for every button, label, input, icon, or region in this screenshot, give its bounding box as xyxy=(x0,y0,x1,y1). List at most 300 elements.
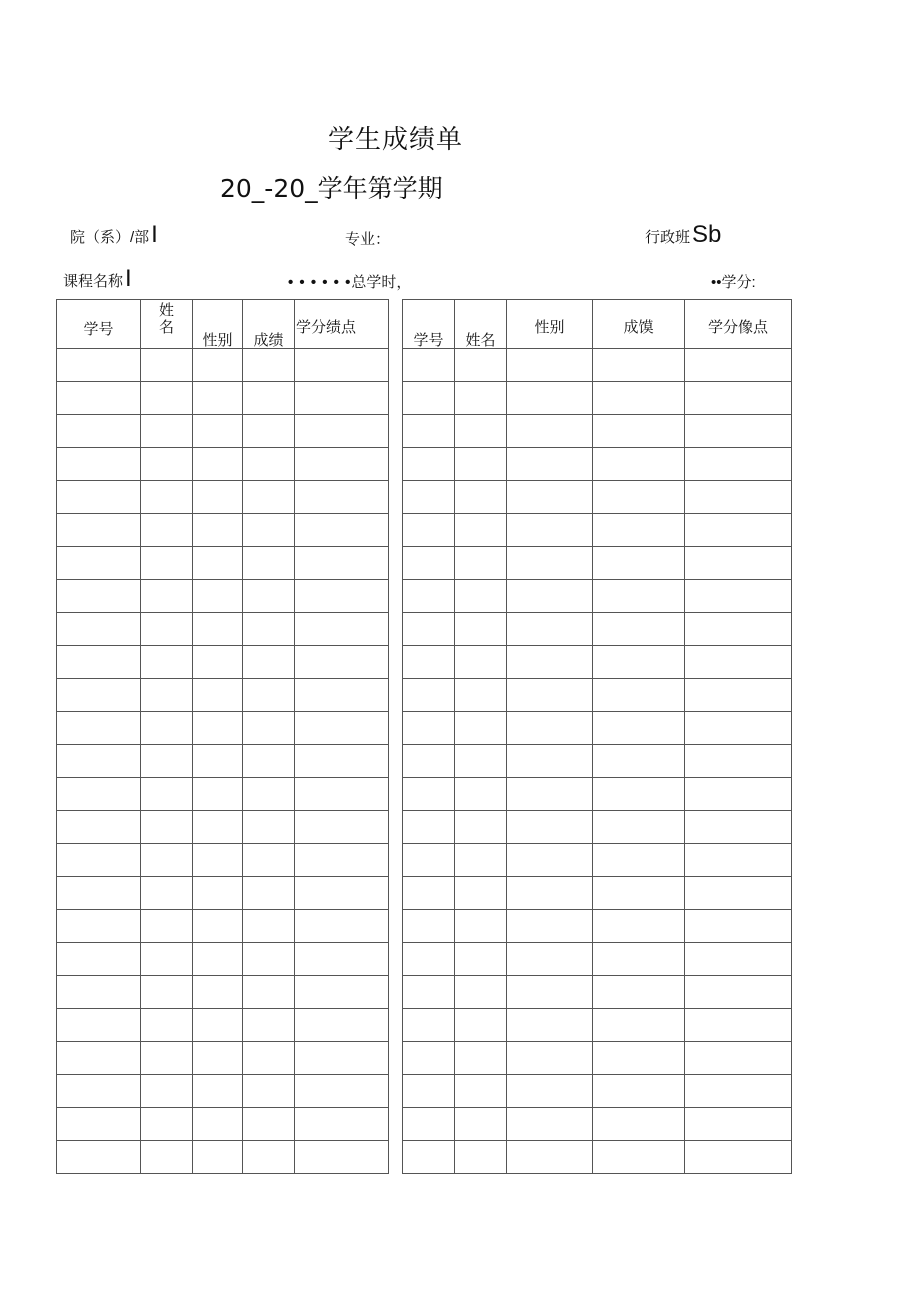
table-cell[interactable] xyxy=(243,976,295,1009)
table-cell[interactable] xyxy=(57,976,141,1009)
table-cell[interactable] xyxy=(593,712,685,745)
table-cell[interactable] xyxy=(141,349,193,382)
table-cell[interactable] xyxy=(193,1009,243,1042)
table-cell[interactable] xyxy=(403,1042,455,1075)
table-cell[interactable] xyxy=(243,1009,295,1042)
table-cell[interactable] xyxy=(685,1075,792,1108)
table-cell[interactable] xyxy=(57,415,141,448)
table-cell[interactable] xyxy=(141,580,193,613)
table-cell[interactable] xyxy=(243,580,295,613)
table-cell[interactable] xyxy=(57,811,141,844)
table-row xyxy=(57,943,389,976)
table-cell[interactable] xyxy=(403,448,455,481)
table-cell[interactable] xyxy=(507,448,593,481)
table-cell[interactable] xyxy=(243,811,295,844)
table-cell[interactable] xyxy=(507,1042,593,1075)
header-gender: 性别 xyxy=(507,300,593,349)
table-cell[interactable] xyxy=(403,547,455,580)
table-row xyxy=(57,448,389,481)
table-cell[interactable] xyxy=(455,811,507,844)
table-cell[interactable] xyxy=(593,580,685,613)
table-cell[interactable] xyxy=(507,745,593,778)
table-cell[interactable] xyxy=(685,514,792,547)
table-cell[interactable] xyxy=(685,613,792,646)
table-cell[interactable] xyxy=(593,976,685,1009)
table-cell[interactable] xyxy=(685,811,792,844)
table-cell[interactable] xyxy=(193,382,243,415)
table-cell[interactable] xyxy=(193,712,243,745)
table-row xyxy=(57,481,389,514)
table-cell[interactable] xyxy=(57,877,141,910)
header-gpa: 学分绩点 xyxy=(295,300,389,349)
table-cell[interactable] xyxy=(685,745,792,778)
table-row xyxy=(403,580,792,613)
table-cell[interactable] xyxy=(593,745,685,778)
table-cell[interactable] xyxy=(403,1075,455,1108)
table-cell[interactable] xyxy=(507,547,593,580)
table-cell[interactable] xyxy=(243,910,295,943)
table-cell[interactable] xyxy=(593,1075,685,1108)
table-cell[interactable] xyxy=(455,547,507,580)
table-row xyxy=(57,382,389,415)
table-cell[interactable] xyxy=(141,712,193,745)
table-cell[interactable] xyxy=(685,382,792,415)
table-cell[interactable] xyxy=(243,745,295,778)
table-cell[interactable] xyxy=(57,481,141,514)
table-cell[interactable] xyxy=(193,679,243,712)
table-cell[interactable] xyxy=(57,1042,141,1075)
table-cell[interactable] xyxy=(403,382,455,415)
table-cell[interactable] xyxy=(243,613,295,646)
header-score: 成馍 xyxy=(593,300,685,349)
table-row xyxy=(57,844,389,877)
table-cell[interactable] xyxy=(141,943,193,976)
table-cell[interactable] xyxy=(403,646,455,679)
table-cell[interactable] xyxy=(685,976,792,1009)
table-cell[interactable] xyxy=(403,976,455,1009)
table-cell[interactable] xyxy=(57,943,141,976)
table-cell[interactable] xyxy=(403,712,455,745)
left-grade-table xyxy=(56,299,389,1174)
table-cell[interactable] xyxy=(507,943,593,976)
table-cell[interactable] xyxy=(507,646,593,679)
table-cell[interactable] xyxy=(141,679,193,712)
table-cell[interactable] xyxy=(507,514,593,547)
table-cell[interactable] xyxy=(455,1141,507,1174)
table-cell[interactable] xyxy=(685,547,792,580)
table-cell[interactable] xyxy=(295,811,389,844)
table-cell[interactable] xyxy=(295,415,389,448)
table-cell[interactable] xyxy=(243,1141,295,1174)
table-cell[interactable] xyxy=(193,745,243,778)
table-cell[interactable] xyxy=(57,778,141,811)
table-cell[interactable] xyxy=(455,1108,507,1141)
table-cell[interactable] xyxy=(141,481,193,514)
table-cell[interactable] xyxy=(455,877,507,910)
table-cell[interactable] xyxy=(243,481,295,514)
table-cell[interactable] xyxy=(455,679,507,712)
table-cell[interactable] xyxy=(593,514,685,547)
table-cell[interactable] xyxy=(243,448,295,481)
table-row xyxy=(57,580,389,613)
table-cell[interactable] xyxy=(57,514,141,547)
table-row xyxy=(403,679,792,712)
table-cell[interactable] xyxy=(593,943,685,976)
table-row xyxy=(57,976,389,1009)
table-cell[interactable] xyxy=(507,1075,593,1108)
header-name-text: 姓 名 xyxy=(158,302,174,336)
table-cell[interactable] xyxy=(141,382,193,415)
table-cell[interactable] xyxy=(455,481,507,514)
table-row xyxy=(403,778,792,811)
table-row xyxy=(57,1042,389,1075)
table-cell[interactable] xyxy=(403,943,455,976)
table-cell[interactable] xyxy=(403,580,455,613)
table-cell[interactable] xyxy=(455,712,507,745)
table-cell[interactable] xyxy=(403,1108,455,1141)
table-cell[interactable] xyxy=(593,415,685,448)
table-cell[interactable] xyxy=(593,910,685,943)
table-cell[interactable] xyxy=(193,646,243,679)
table-cell[interactable] xyxy=(593,613,685,646)
table-cell[interactable] xyxy=(455,349,507,382)
table-cell[interactable] xyxy=(57,910,141,943)
table-cell[interactable] xyxy=(57,844,141,877)
table-cell[interactable] xyxy=(295,514,389,547)
hours-label: 总学时， xyxy=(351,274,412,291)
table-cell[interactable] xyxy=(403,1141,455,1174)
table-cell[interactable] xyxy=(403,910,455,943)
table-row xyxy=(403,910,792,943)
table-cell[interactable] xyxy=(455,646,507,679)
table-row xyxy=(403,1141,792,1174)
table-cell[interactable] xyxy=(685,448,792,481)
table-row xyxy=(403,514,792,547)
table-cell[interactable] xyxy=(685,1141,792,1174)
table-cell[interactable] xyxy=(295,745,389,778)
table-row xyxy=(403,382,792,415)
table-cell[interactable] xyxy=(193,448,243,481)
table-cell[interactable] xyxy=(243,646,295,679)
table-cell[interactable] xyxy=(403,844,455,877)
table-cell[interactable] xyxy=(243,679,295,712)
table-cell[interactable] xyxy=(507,910,593,943)
table-cell[interactable] xyxy=(685,910,792,943)
right-grade-table xyxy=(402,299,792,1174)
table-cell[interactable] xyxy=(685,679,792,712)
table-cell[interactable] xyxy=(593,481,685,514)
table-cell[interactable] xyxy=(685,580,792,613)
table-row xyxy=(403,1108,792,1141)
table-cell[interactable] xyxy=(57,547,141,580)
table-cell[interactable] xyxy=(593,547,685,580)
table-cell[interactable] xyxy=(141,976,193,1009)
table-cell[interactable] xyxy=(403,514,455,547)
table-row xyxy=(57,910,389,943)
table-cell[interactable] xyxy=(507,349,593,382)
table-cell[interactable] xyxy=(685,1009,792,1042)
table-cell[interactable] xyxy=(685,943,792,976)
dots: • • • • • • xyxy=(288,274,352,291)
table-cell[interactable] xyxy=(243,1042,295,1075)
table-cell[interactable] xyxy=(507,1108,593,1141)
table-cell[interactable] xyxy=(57,1141,141,1174)
table-cell[interactable] xyxy=(685,877,792,910)
table-row xyxy=(403,1042,792,1075)
table-cell[interactable] xyxy=(141,877,193,910)
course-mark: I xyxy=(125,265,132,292)
table-cell[interactable] xyxy=(295,613,389,646)
table-cell[interactable] xyxy=(455,613,507,646)
table-cell[interactable] xyxy=(57,745,141,778)
table-cell[interactable] xyxy=(507,844,593,877)
table-cell[interactable] xyxy=(141,1075,193,1108)
table-cell[interactable] xyxy=(193,877,243,910)
table-cell[interactable] xyxy=(403,1009,455,1042)
table-cell[interactable] xyxy=(243,778,295,811)
table-cell[interactable] xyxy=(403,679,455,712)
class-field xyxy=(645,221,721,249)
table-cell[interactable] xyxy=(193,943,243,976)
table-cell[interactable] xyxy=(685,1042,792,1075)
table-cell[interactable] xyxy=(685,349,792,382)
table-cell[interactable] xyxy=(593,646,685,679)
table-cell[interactable] xyxy=(193,349,243,382)
table-cell[interactable] xyxy=(455,580,507,613)
table-cell[interactable] xyxy=(403,349,455,382)
table-cell[interactable] xyxy=(295,778,389,811)
table-cell[interactable] xyxy=(295,1042,389,1075)
table-cell[interactable] xyxy=(295,1009,389,1042)
table-cell[interactable] xyxy=(193,811,243,844)
table-cell[interactable] xyxy=(507,976,593,1009)
table-row xyxy=(57,811,389,844)
table-cell[interactable] xyxy=(193,547,243,580)
table-cell[interactable] xyxy=(193,481,243,514)
table-row xyxy=(57,877,389,910)
table-cell[interactable] xyxy=(685,481,792,514)
table-cell[interactable] xyxy=(593,844,685,877)
table-cell[interactable] xyxy=(403,877,455,910)
table-cell[interactable] xyxy=(57,1108,141,1141)
table-cell[interactable] xyxy=(507,877,593,910)
table-cell[interactable] xyxy=(507,1141,593,1174)
table-cell[interactable] xyxy=(57,1009,141,1042)
table-cell[interactable] xyxy=(593,811,685,844)
table-cell[interactable] xyxy=(57,646,141,679)
table-cell[interactable] xyxy=(295,646,389,679)
table-cell[interactable] xyxy=(507,679,593,712)
table-cell[interactable] xyxy=(507,415,593,448)
table-cell[interactable] xyxy=(193,1075,243,1108)
table-cell[interactable] xyxy=(295,712,389,745)
table-cell[interactable] xyxy=(141,646,193,679)
table-cell[interactable] xyxy=(403,778,455,811)
table-cell[interactable] xyxy=(243,415,295,448)
table-row xyxy=(57,712,389,745)
table-cell[interactable] xyxy=(295,976,389,1009)
table-row xyxy=(403,415,792,448)
table-cell[interactable] xyxy=(193,1141,243,1174)
table-cell[interactable] xyxy=(243,712,295,745)
table-cell[interactable] xyxy=(57,712,141,745)
right-header-row xyxy=(403,300,792,349)
dept-label: 院（系）/部 xyxy=(70,229,150,246)
table-cell[interactable] xyxy=(141,1108,193,1141)
table-cell[interactable] xyxy=(243,349,295,382)
table-cell[interactable] xyxy=(507,712,593,745)
right-table-body xyxy=(403,300,792,1174)
table-cell[interactable] xyxy=(455,514,507,547)
table-cell[interactable] xyxy=(507,778,593,811)
table-cell[interactable] xyxy=(507,580,593,613)
table-row xyxy=(403,877,792,910)
table-cell[interactable] xyxy=(593,1009,685,1042)
table-cell[interactable] xyxy=(243,943,295,976)
table-cell[interactable] xyxy=(141,910,193,943)
table-cell[interactable] xyxy=(57,1075,141,1108)
table-cell[interactable] xyxy=(295,877,389,910)
table-cell[interactable] xyxy=(507,1009,593,1042)
table-cell[interactable] xyxy=(685,844,792,877)
table-cell[interactable] xyxy=(193,580,243,613)
table-row xyxy=(403,481,792,514)
table-cell[interactable] xyxy=(455,382,507,415)
table-cell[interactable] xyxy=(685,778,792,811)
table-cell[interactable] xyxy=(141,811,193,844)
header-student-id: 学号 xyxy=(403,300,455,349)
table-cell[interactable] xyxy=(403,745,455,778)
table-cell[interactable] xyxy=(403,415,455,448)
table-cell[interactable] xyxy=(141,1141,193,1174)
table-cell[interactable] xyxy=(295,910,389,943)
hours-field xyxy=(288,271,411,292)
table-cell[interactable] xyxy=(295,547,389,580)
table-cell[interactable] xyxy=(455,976,507,1009)
table-cell[interactable] xyxy=(57,580,141,613)
table-cell[interactable] xyxy=(193,415,243,448)
table-cell[interactable] xyxy=(685,712,792,745)
table-cell[interactable] xyxy=(593,778,685,811)
header-score: 成绩 xyxy=(243,300,295,349)
table-row xyxy=(57,778,389,811)
table-cell[interactable] xyxy=(243,1108,295,1141)
table-cell[interactable] xyxy=(403,481,455,514)
table-cell[interactable] xyxy=(455,1075,507,1108)
table-cell[interactable] xyxy=(141,547,193,580)
table-cell[interactable] xyxy=(685,646,792,679)
table-cell[interactable] xyxy=(243,514,295,547)
table-cell[interactable] xyxy=(507,382,593,415)
table-cell[interactable] xyxy=(593,877,685,910)
table-cell[interactable] xyxy=(593,679,685,712)
table-cell[interactable] xyxy=(455,778,507,811)
table-cell[interactable] xyxy=(455,415,507,448)
table-cell[interactable] xyxy=(455,910,507,943)
table-cell[interactable] xyxy=(141,778,193,811)
table-cell[interactable] xyxy=(507,613,593,646)
table-cell[interactable] xyxy=(455,1009,507,1042)
table-cell[interactable] xyxy=(507,811,593,844)
table-cell[interactable] xyxy=(141,745,193,778)
table-cell[interactable] xyxy=(193,613,243,646)
table-cell[interactable] xyxy=(141,1009,193,1042)
table-cell[interactable] xyxy=(57,448,141,481)
table-cell[interactable] xyxy=(57,382,141,415)
table-cell[interactable] xyxy=(193,844,243,877)
table-cell[interactable] xyxy=(455,1042,507,1075)
dept-mark: I xyxy=(151,221,158,248)
table-cell[interactable] xyxy=(685,415,792,448)
table-cell[interactable] xyxy=(193,1042,243,1075)
table-cell[interactable] xyxy=(243,547,295,580)
term-subtitle: 20_-20_学年第学期 xyxy=(220,174,443,203)
table-cell[interactable] xyxy=(593,349,685,382)
class-mark: Sb xyxy=(692,221,722,248)
table-cell[interactable] xyxy=(455,745,507,778)
table-cell[interactable] xyxy=(193,910,243,943)
table-cell[interactable] xyxy=(295,1075,389,1108)
table-cell[interactable] xyxy=(57,679,141,712)
table-cell[interactable] xyxy=(455,448,507,481)
header-student-id: 学号 xyxy=(57,300,141,349)
table-cell[interactable] xyxy=(141,613,193,646)
table-cell[interactable] xyxy=(193,1108,243,1141)
table-cell[interactable] xyxy=(507,481,593,514)
table-cell[interactable] xyxy=(593,448,685,481)
table-cell[interactable] xyxy=(295,481,389,514)
table-cell[interactable] xyxy=(243,844,295,877)
table-cell[interactable] xyxy=(403,613,455,646)
table-cell[interactable] xyxy=(141,415,193,448)
table-row xyxy=(403,547,792,580)
table-cell[interactable] xyxy=(243,1075,295,1108)
table-cell[interactable] xyxy=(243,877,295,910)
table-cell[interactable] xyxy=(403,811,455,844)
table-cell[interactable] xyxy=(141,514,193,547)
table-cell[interactable] xyxy=(455,844,507,877)
table-cell[interactable] xyxy=(295,448,389,481)
table-cell[interactable] xyxy=(295,580,389,613)
table-cell[interactable] xyxy=(141,844,193,877)
header-name: 姓名 xyxy=(455,300,507,349)
table-cell[interactable] xyxy=(193,976,243,1009)
table-cell[interactable] xyxy=(593,382,685,415)
table-row xyxy=(403,745,792,778)
table-cell[interactable] xyxy=(295,349,389,382)
table-cell[interactable] xyxy=(193,778,243,811)
table-cell[interactable] xyxy=(295,1108,389,1141)
table-cell[interactable] xyxy=(593,1108,685,1141)
table-row xyxy=(403,844,792,877)
table-cell[interactable] xyxy=(593,1141,685,1174)
table-cell[interactable] xyxy=(295,679,389,712)
table-cell[interactable] xyxy=(57,349,141,382)
table-cell[interactable] xyxy=(295,844,389,877)
table-cell[interactable] xyxy=(593,1042,685,1075)
table-cell[interactable] xyxy=(243,382,295,415)
table-cell[interactable] xyxy=(141,1042,193,1075)
table-cell[interactable] xyxy=(57,613,141,646)
table-cell[interactable] xyxy=(455,943,507,976)
table-row xyxy=(403,646,792,679)
table-cell[interactable] xyxy=(295,382,389,415)
table-cell[interactable] xyxy=(193,514,243,547)
table-cell[interactable] xyxy=(685,1108,792,1141)
table-cell[interactable] xyxy=(295,943,389,976)
table-cell[interactable] xyxy=(141,448,193,481)
table-cell[interactable] xyxy=(295,1141,389,1174)
